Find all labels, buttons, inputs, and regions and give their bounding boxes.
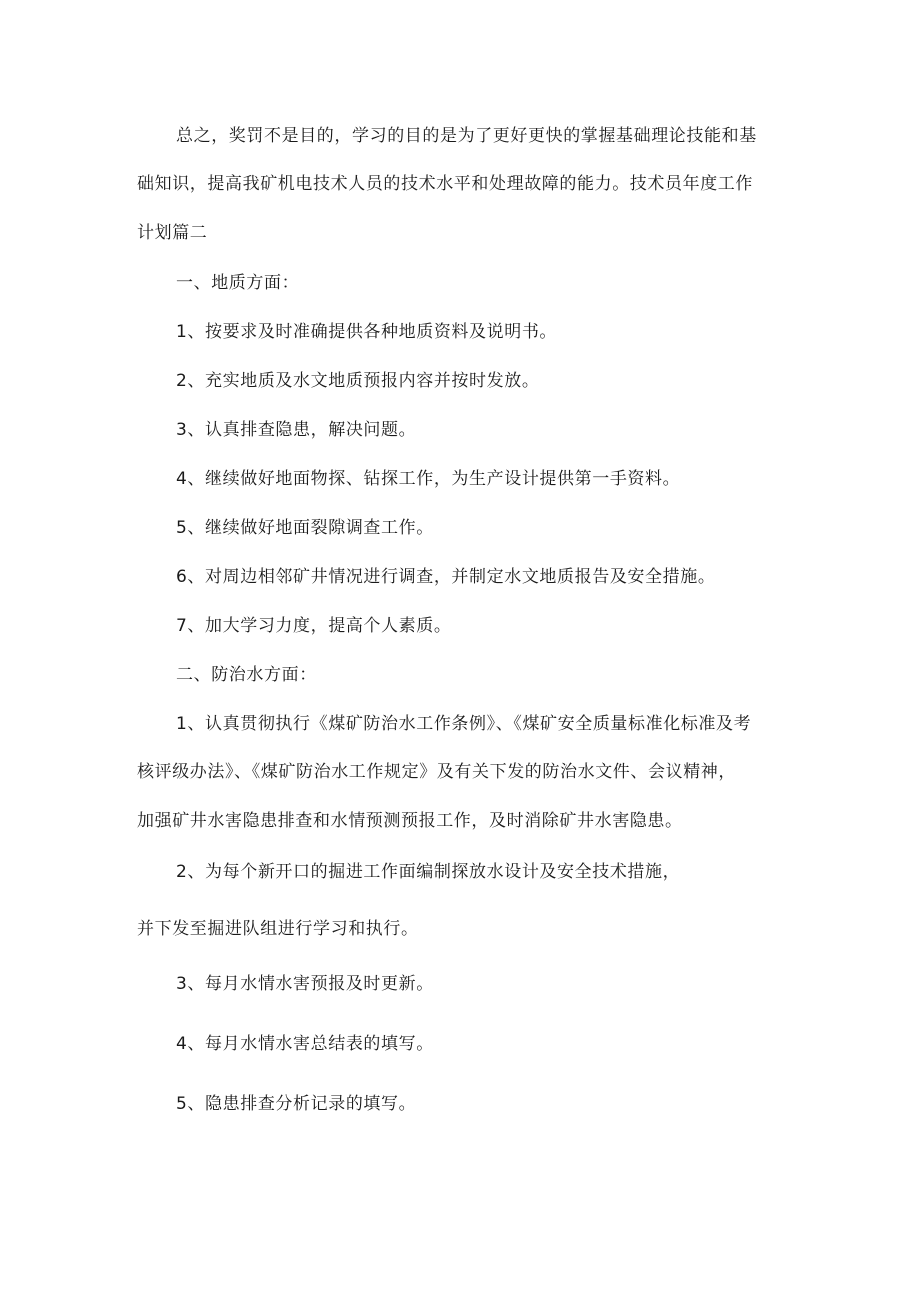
water-item-1-line-1: 1、认真贯彻执行《煤矿防治水工作条例》、《煤矿安全质量标准化标准及考 <box>176 714 752 734</box>
water-item-1-line-2: 核评级办法》、《煤矿防治水工作规定》及有关下发的防治水文件、会议精神， <box>137 762 736 782</box>
water-item-3: 3、每月水情水害预报及时更新。 <box>176 974 434 994</box>
geology-item-7: 7、加大学习力度，提高个人素质。 <box>176 616 452 636</box>
geology-item-4: 4、继续做好地面物探、钻探工作，为生产设计提供第一手资料。 <box>176 469 681 489</box>
paragraph-summary-line-1: 总之，奖罚不是目的，学习的目的是为了更好更快的掌握基础理论技能和基 <box>176 126 757 146</box>
water-item-4: 4、每月水情水害总结表的填写。 <box>176 1034 434 1054</box>
water-item-1-line-3: 加强矿井水害隐患排查和水情预测预报工作，及时消除矿井水害隐患。 <box>137 811 683 831</box>
geology-item-6: 6、对周边相邻矿井情况进行调查，并制定水文地质报告及安全措施。 <box>176 567 716 587</box>
water-item-2-line-1: 2、为每个新开口的掘进工作面编制探放水设计及安全技术措施， <box>176 862 681 882</box>
geology-item-5: 5、继续做好地面裂隙调查工作。 <box>176 518 434 538</box>
geology-item-1: 1、按要求及时准确提供各种地质资料及说明书。 <box>176 322 558 342</box>
paragraph-summary-line-3: 计划篇二 <box>137 223 208 243</box>
water-item-2-line-2: 并下发至掘进队组进行学习和执行。 <box>137 919 419 939</box>
paragraph-summary-line-2: 础知识，提高我矿机电技术人员的技术水平和处理故障的能力。技术员年度工作 <box>137 174 753 194</box>
section-heading-geology: 一、地质方面： <box>176 273 300 293</box>
geology-item-2: 2、充实地质及水文地质预报内容并按时发放。 <box>176 371 540 391</box>
geology-item-3: 3、认真排查隐患，解决问题。 <box>176 420 417 440</box>
section-heading-water-control: 二、防治水方面： <box>176 665 317 685</box>
water-item-5: 5、隐患排查分析记录的填写。 <box>176 1094 417 1114</box>
